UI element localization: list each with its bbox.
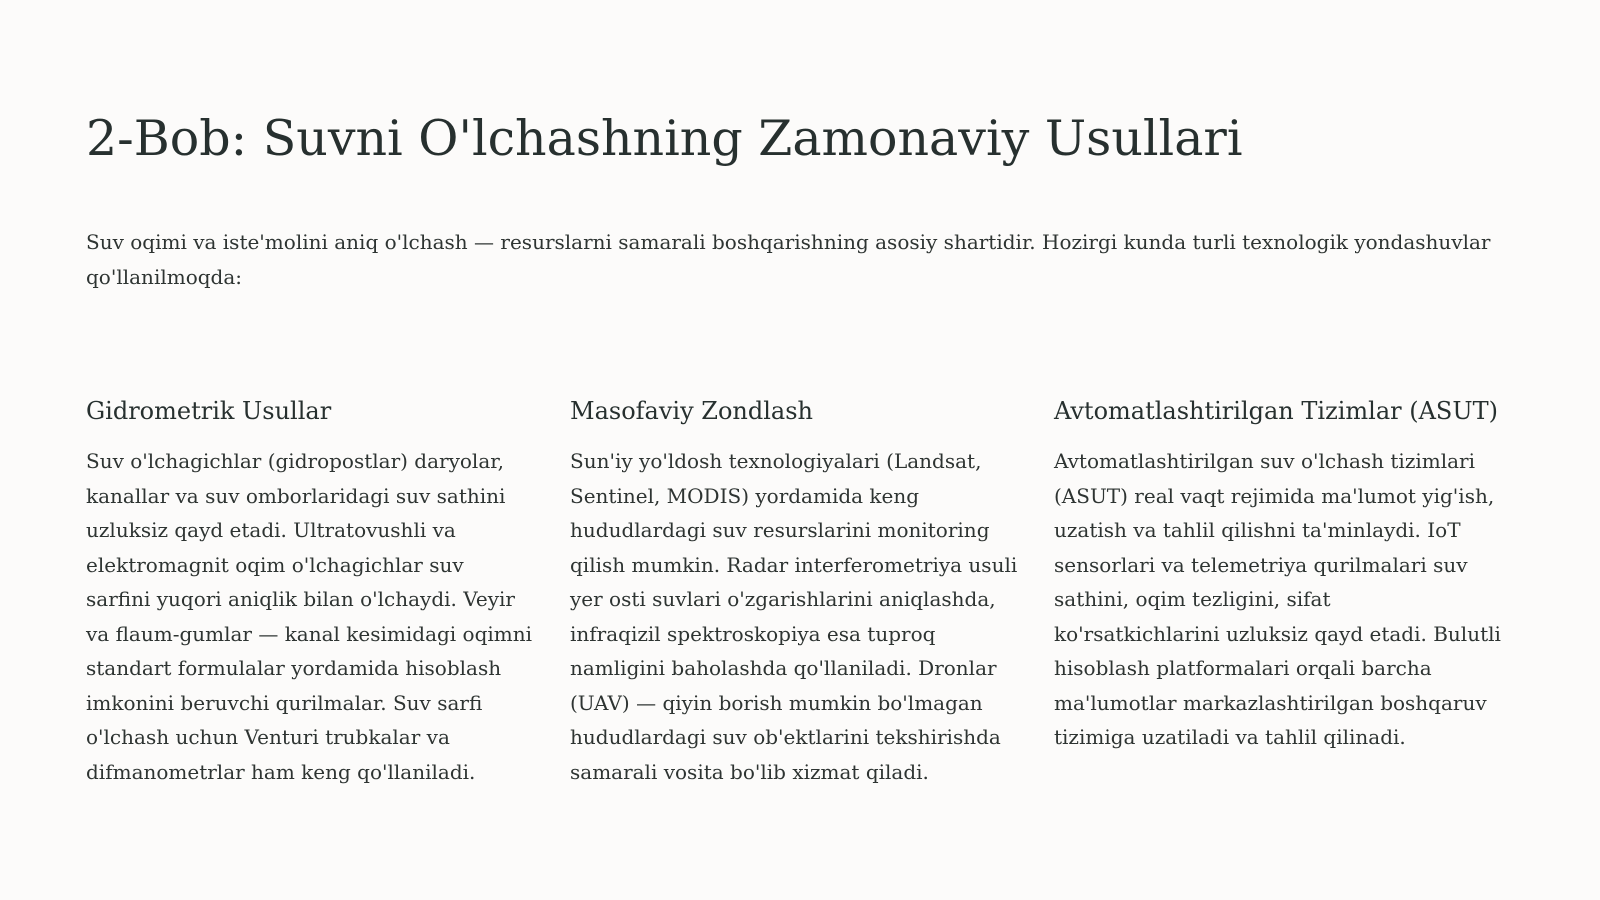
- column-heading: Gidrometrik Usullar: [86, 397, 332, 425]
- page-title: 2-Bob: Suvni O'lchashning Zamonaviy Usullari: [86, 110, 1243, 167]
- column-heading: Masofaviy Zondlash: [570, 397, 813, 425]
- column-body: Suv o'lchagichlar (gidropostlar) daryolar, kanallar va suv omborlaridagi suv sathini uzluksiz qayd etadi. Ultratovushli va elektromagnit oqim o'lchagichlar suv sarfini yuqori aniqlik bilan o'lchaydi. Veyir va flaum-gumlar — kanal kesimidagi oqimni standart formulalar yordamida hisoblash imkonini beruvchi qurilmalar. Suv sarfi o'lchash uchun Venturi trubkalar va difmanometrlar ham keng qo'llaniladi.: [86, 449, 533, 784]
- column-body: Sun'iy yo'ldosh texnologiyalari (Landsat, Sentinel, MODIS) yordamida keng hududlardagi suv resurslarini monitoring qilish mumkin. Radar interferometriya usuli yer osti suvlari o'zgarishlarini aniqlashda, infraqizil spektroskopiya esa tuproq namligini baholashda qo'llaniladi. Dronlar (UAV) — qiyin borish mumkin bo'lmagan hududlardagi suv ob'ektlarini tekshirishda samarali vosita bo'lib xizmat qiladi.: [570, 449, 1018, 784]
- column-body: Avtomatlashtirilgan suv o'lchash tizimlari (ASUT) real vaqt rejimida ma'lumot yig'ish, uzatish va tahlil qilishni ta'minlaydi. IoT sensorlari va telemetriya qurilmalari suv sathini, oqim tezligini, sifat ko'rsatkichlarini uzluksiz qayd etadi. Bulutli hisoblash platformalari orqali barcha ma'lumotlar markazlashtirilgan boshqaruv tizimiga uzatiladi va tahlil qilinadi.: [1054, 449, 1501, 749]
- column-gidrometrik: [86, 394, 534, 789]
- columns: [86, 394, 1526, 789]
- intro-paragraph: Suv oqimi va iste'molini aniq o'lchash — resurslarni samarali boshqarishning asosiy shartidir. Hozirgi kunda turli texnologik yondashuvlar qo'llanilmoqda:: [86, 230, 1491, 289]
- column-avtomat: [1054, 394, 1502, 789]
- slide: [86, 0, 1526, 900]
- column-masofaviy: [570, 394, 1018, 789]
- column-heading: Avtomatlashtirilgan Tizimlar (ASUT): [1054, 397, 1498, 425]
